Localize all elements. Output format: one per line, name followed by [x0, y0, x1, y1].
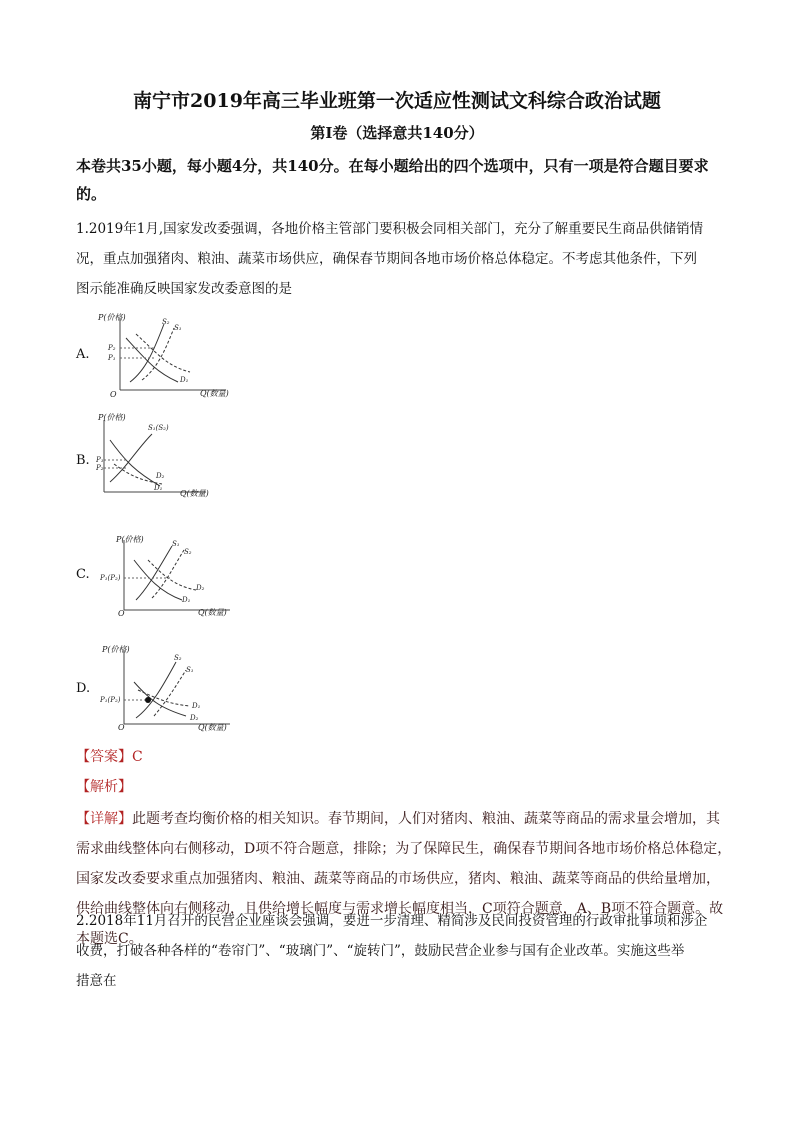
origin-label: O	[118, 723, 125, 732]
s1-label: S₁	[186, 666, 194, 674]
p-axis-label: P(价格)	[98, 313, 126, 322]
d2-label: D₂	[156, 472, 165, 480]
p1p2-label: P₁(P₂)	[100, 574, 121, 582]
s2-label: S₂	[162, 318, 170, 326]
p-axis-label: P(价格)	[98, 413, 126, 422]
equilibrium-point	[145, 697, 151, 703]
section-intro: 本卷共35小题，每小题4分，共140分。在每小题给出的四个选项中，只有一项是符合题目要求的。	[76, 157, 709, 203]
detail-line-1: 【详解】此题考查均衡价格的相关知识。春节期间，人们对猪肉、粮油、蔬菜等商品的需求量会增加，其	[76, 811, 720, 827]
d2-label: D₂	[190, 714, 199, 722]
option-c-label[interactable]: C.	[76, 567, 90, 582]
p-axis-label: P(价格)	[116, 535, 144, 544]
d1-label: D₁	[180, 376, 189, 384]
p1p2-label: P₁(P₂)	[100, 696, 121, 704]
p2-label: P₂	[108, 344, 116, 352]
option-d-label[interactable]: D.	[76, 681, 91, 696]
p-axis-label: P(价格)	[102, 645, 130, 654]
question-1-line-1: 1.2019年1月,国家发改委强调，各地价格主管部门要积极会同相关部门，充分了解重要民生商品供储销情	[76, 221, 704, 237]
s1-label: S₁	[172, 540, 180, 548]
p1-label: P₁	[96, 456, 104, 464]
d1-label: D₁	[192, 702, 201, 710]
s2-label: S₂	[184, 548, 192, 556]
section-subtitle: 第Ⅰ卷（选择意共140分）	[310, 124, 484, 142]
q-axis-label: Q(数量)	[198, 723, 227, 732]
question-2-line-2: 收费，打破各种各样的“卷帘门”、“玻璃门”、“旋转门”，鼓励民营企业参与国有企业改革。实施这些举	[76, 943, 685, 959]
d1-label: D₁	[154, 484, 163, 492]
q-axis-label: Q(数量)	[180, 489, 209, 498]
s1s2-label: S₁(S₂)	[148, 424, 169, 432]
option-a-label[interactable]: A.	[76, 347, 90, 362]
detail-line-3: 国家发改委要求重点加强猪肉、粮油、蔬菜等商品的市场供应，猪肉、粮油、蔬菜等商品的供给量增加，	[76, 871, 720, 887]
q-axis-label: Q(数量)	[200, 389, 229, 398]
detail-line-5: 本题选C。	[76, 931, 143, 947]
question-2-line-1: 2.2018年11月召开的民营企业座谈会强调，要进一步清理、精简涉及民间投资管理的行政审批事项和涉企	[76, 913, 708, 929]
question-2	[76, 906, 738, 996]
detail-tag: 【详解】	[76, 811, 132, 827]
detail-line-4: 供给曲线整体向右侧移动，且供给增长幅度与需求增长幅度相当，C项符合题意，A、B项不符合题意。故	[76, 901, 724, 917]
detail-line-2: 需求曲线整体向右侧移动，D项不符合题意，排除；为了保障民生，确保春节期间各地市场价格总体稳定，	[76, 841, 732, 857]
question-1-line-3: 图示能准确反映国家发改委意图的是	[76, 281, 292, 297]
origin-label: O	[118, 609, 125, 618]
answer-label: 【答案】C	[76, 749, 143, 765]
d1-label: D₁	[182, 596, 191, 604]
p1-label: P₁	[108, 354, 116, 362]
question-2-line-3: 措意在	[76, 973, 117, 989]
option-b-label[interactable]: B.	[76, 453, 90, 468]
origin-label: O	[110, 390, 117, 399]
d2-label: D₂	[196, 584, 205, 592]
analysis-label: 【解析】	[76, 779, 132, 795]
p2-label: P₂	[96, 464, 104, 472]
option-a-graph	[96, 310, 256, 402]
q-axis-label: Q(数量)	[198, 608, 227, 617]
option-b-graph	[96, 412, 256, 504]
page-title: 南宁市2019年高三毕业班第一次适应性测试文科综合政治试题	[133, 90, 661, 112]
s2-label: S₂	[174, 654, 182, 662]
s1-label: S₁	[174, 324, 182, 332]
option-c-graph	[100, 532, 260, 622]
question-1-line-2: 况，重点加强猪肉、粮油、蔬菜市场供应，确保春节期间各地市场价格总体稳定。不考虑其他条件，下列	[76, 251, 697, 267]
option-d-graph	[100, 642, 260, 734]
